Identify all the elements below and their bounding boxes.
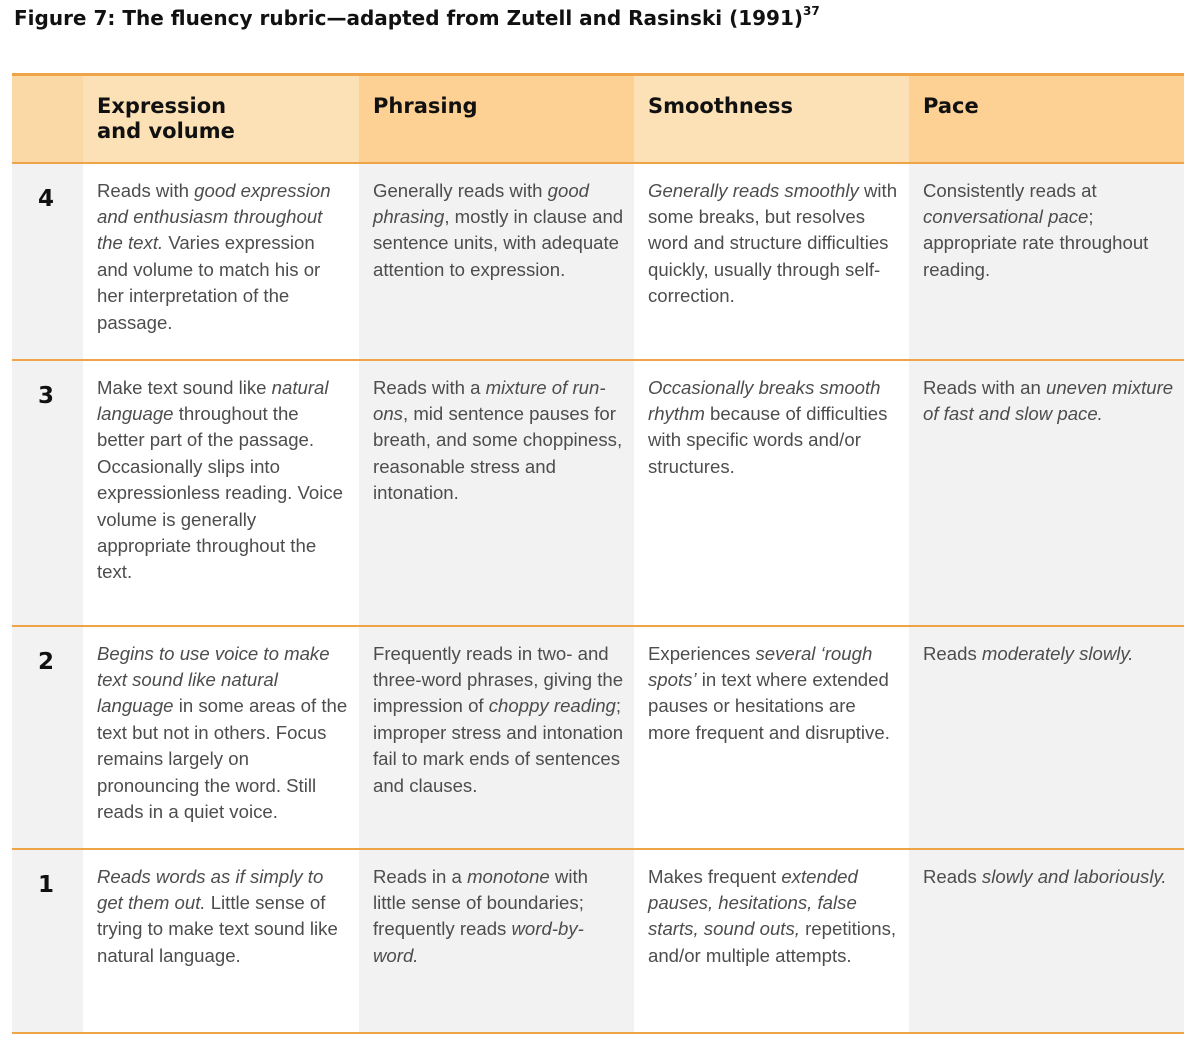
emphasis-text: moderately slowly. xyxy=(981,642,1134,664)
cell-text: Reads with xyxy=(97,179,195,201)
emphasis-text: good phrasing xyxy=(373,179,590,227)
table-body xyxy=(12,163,1184,1033)
cell-pace xyxy=(909,849,1184,1033)
header-pace: Pace xyxy=(909,75,1184,163)
emphasis-text: conversational pace xyxy=(923,205,1089,227)
score-column-header xyxy=(12,75,83,163)
cell-pace xyxy=(909,626,1184,849)
header-smoothness: Smoothness xyxy=(634,75,909,163)
header-phrasing: Phrasing xyxy=(359,75,634,163)
emphasis-text: word-by-word. xyxy=(373,918,584,966)
cell-smoothness xyxy=(634,360,909,626)
emphasis-text: good expression and enthusiasm throughout the text. xyxy=(97,179,331,254)
emphasis-text: slowly and laboriously. xyxy=(981,865,1167,887)
emphasis-text: Begins to use voice to make text sound like natural language xyxy=(97,642,330,717)
emphasis-text: Reads words as if simply to get them out. xyxy=(97,865,324,913)
emphasis-text: mixture of run-ons xyxy=(373,376,606,424)
cell-text: with little sense of boundaries; frequently reads xyxy=(373,865,588,940)
cell-text: ; improper stress and intonation fail to mark ends of sentences and clauses. xyxy=(373,695,624,796)
score-cell: 4 xyxy=(12,163,83,360)
emphasis-text: Occasionally breaks smooth rhythm xyxy=(648,376,881,424)
cell-text: Consistently reads at xyxy=(923,179,1097,201)
cell-text: Reads with a xyxy=(373,376,486,398)
figure-title-text: Figure 7: The fluency rubric—adapted from Zutell and Rasinski (1991) xyxy=(14,6,804,30)
footnote-ref: 37 xyxy=(803,4,820,19)
cell-text: Reads xyxy=(923,865,982,887)
cell-phrasing xyxy=(359,626,634,849)
cell-text: because of difficulties with specific words and/or structures. xyxy=(648,402,888,477)
header-row xyxy=(12,75,1184,163)
emphasis-text: natural language xyxy=(97,376,329,424)
cell-smoothness xyxy=(634,163,909,360)
cell-expression-and-volume xyxy=(83,360,359,626)
emphasis-text: choppy reading xyxy=(488,695,616,717)
cell-text: ; appropriate rate throughout reading. xyxy=(923,205,1149,280)
table-row xyxy=(12,163,1184,360)
cell-expression-and-volume xyxy=(83,849,359,1033)
cell-expression-and-volume xyxy=(83,626,359,849)
cell-text: Varies expression and volume to match his or her interpretation of the passage. xyxy=(97,232,321,333)
table-row xyxy=(12,626,1184,849)
table-header xyxy=(12,75,1184,163)
cell-phrasing xyxy=(359,163,634,360)
cell-text: Little sense of trying to make text sound like natural language. xyxy=(97,891,338,966)
cell-text: , mostly in clause and sentence units, with adequate attention to expression. xyxy=(373,205,624,280)
cell-pace xyxy=(909,360,1184,626)
header-expression-line2: and volume xyxy=(97,119,235,143)
header-expression-line1: Expression xyxy=(97,94,227,118)
emphasis-text: monotone xyxy=(467,865,550,887)
emphasis-text: several ‘rough spots’ xyxy=(648,642,873,690)
score-cell: 3 xyxy=(12,360,83,626)
figure-title xyxy=(14,6,820,30)
emphasis-text: Generally reads smoothly xyxy=(648,179,859,201)
cell-text: in text where extended pauses or hesitations are more frequent and disruptive. xyxy=(648,668,890,743)
table-row xyxy=(12,360,1184,626)
cell-text: Frequently reads in two- and three-word phrases, giving the impression of xyxy=(373,642,624,717)
cell-text: Generally reads with xyxy=(373,179,548,201)
score-cell: 1 xyxy=(12,849,83,1033)
cell-text: Experiences xyxy=(648,642,756,664)
table-row xyxy=(12,849,1184,1033)
cell-pace xyxy=(909,163,1184,360)
cell-text: Makes frequent xyxy=(648,865,782,887)
cell-text: in some areas of the text but not in others. Focus remains largely on pronouncing the word. Still reads in a quiet voice. xyxy=(97,695,348,822)
cell-text: Reads with an xyxy=(923,376,1046,398)
header-expression-and-volume xyxy=(83,75,359,163)
cell-text: with some breaks, but resolves word and structure difficulties quickly, usually through self-correction. xyxy=(648,179,898,307)
cell-text: throughout the better part of the passage. Occasionally slips into expressionless reading. Voice volume is generally appropriate throughout the text. xyxy=(97,402,343,583)
cell-expression-and-volume xyxy=(83,163,359,360)
emphasis-text: extended pauses, hesitations, false starts, sound outs, xyxy=(648,865,858,940)
cell-phrasing xyxy=(359,360,634,626)
fluency-rubric-table xyxy=(12,73,1184,1034)
cell-text: Make text sound like xyxy=(97,376,272,398)
score-cell: 2 xyxy=(12,626,83,849)
cell-text: , mid sentence pauses for breath, and some choppiness, reasonable stress and intonation. xyxy=(373,402,623,504)
cell-smoothness xyxy=(634,626,909,849)
cell-phrasing xyxy=(359,849,634,1033)
emphasis-text: uneven mixture of fast and slow pace. xyxy=(923,376,1174,424)
cell-text: Reads xyxy=(923,642,982,664)
cell-text: Reads in a xyxy=(373,865,468,887)
cell-smoothness xyxy=(634,849,909,1033)
cell-text: repetitions, and/or multiple attempts. xyxy=(648,918,897,966)
